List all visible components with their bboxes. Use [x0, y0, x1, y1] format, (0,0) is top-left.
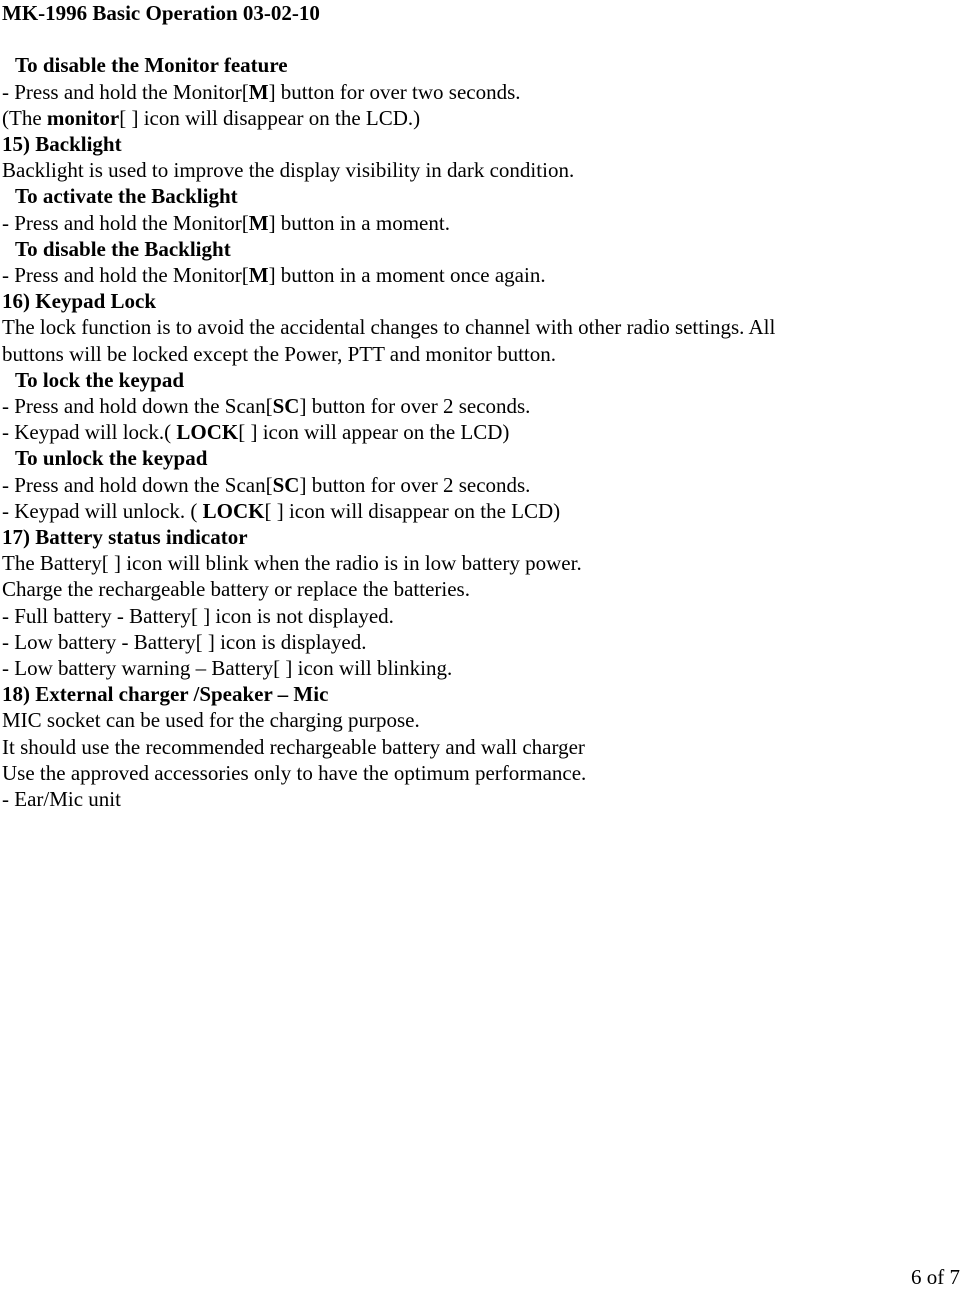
bold-text-run: LOCK [176, 420, 239, 445]
bold-text-run: LOCK [202, 498, 265, 523]
text-run: ] button for over 2 seconds. [299, 472, 531, 497]
bold-text-run: SC [272, 394, 300, 419]
text-run: - Press and hold down the Scan[ [2, 394, 273, 419]
text-run: Use the approved accessories only to have the optimum performance. [2, 760, 587, 785]
text-run: The lock function is to avoid the accidental changes to channel with other radio settings. All [2, 315, 776, 340]
text-run: Charge the rechargeable battery or replace the batteries. [2, 577, 470, 602]
document-body [2, 0, 943, 812]
text-run: - Press and hold the Monitor[ [2, 210, 249, 235]
bold-text-run: 17) Battery status indicator [2, 525, 248, 550]
bold-text-run: To activate the Backlight [15, 184, 238, 209]
text-line-body [2, 576, 943, 602]
text-line-heading [2, 524, 943, 550]
text-line-subheading [2, 367, 943, 393]
text-line-body [2, 707, 943, 733]
text-run: - Press and hold the Monitor[ [2, 263, 249, 288]
text-run: - Keypad will lock.( [2, 420, 177, 445]
text-run: Backlight is used to improve the display visibility in dark condition. [2, 158, 575, 183]
text-line-body [2, 393, 943, 419]
text-run: It should use the recommended rechargeable battery and wall charger [2, 734, 585, 759]
bold-text-run: To disable the Monitor feature [15, 53, 288, 78]
text-line-body [2, 498, 943, 524]
text-line-heading [2, 288, 943, 314]
text-line-body [2, 314, 943, 340]
text-line-body [2, 629, 943, 655]
text-line-body [2, 105, 943, 131]
text-run: [ ] icon will appear on the LCD) [238, 420, 510, 445]
text-run: ] button for over two seconds. [268, 79, 521, 104]
text-line-subheading [2, 236, 943, 262]
text-run: buttons will be locked except the Power, PTT and monitor button. [2, 341, 557, 366]
text-line-body [2, 341, 943, 367]
text-line-subheading [2, 445, 943, 471]
text-run: MIC socket can be used for the charging purpose. [2, 708, 420, 733]
bold-text-run: monitor [46, 105, 120, 130]
bold-text-run: To lock the keypad [15, 367, 185, 392]
bold-text-run: 16) Keypad Lock [2, 289, 157, 314]
page-number: 6 of 7 [911, 1264, 960, 1289]
bold-text-run: M [248, 210, 269, 235]
text-line-subheading [2, 183, 943, 209]
text-run: - Press and hold the Monitor[ [2, 79, 249, 104]
text-run: [ ] icon will disappear on the LCD.) [119, 105, 421, 130]
bold-text-run: To disable the Backlight [15, 236, 231, 261]
text-line-body [2, 550, 943, 576]
bold-text-run: SC [272, 472, 300, 497]
text-line-body [2, 760, 943, 786]
text-line-body [2, 157, 943, 183]
text-line-blank [2, 26, 943, 52]
bold-text-run: MK-1996 Basic Operation 03-02-10 [2, 1, 320, 25]
text-run: - Low battery - Battery[ ] icon is displayed. [2, 629, 367, 654]
text-run: [ ] icon will disappear on the LCD) [264, 498, 561, 523]
text-line-heading [2, 131, 943, 157]
text-line-body [2, 603, 943, 629]
text-line-body [2, 79, 943, 105]
bold-text-run: M [248, 263, 269, 288]
text-line-subheading [2, 52, 943, 78]
bold-text-run: 18) External charger /Speaker – Mic [2, 682, 329, 707]
text-run: - Full battery - Battery[ ] icon is not displayed. [2, 603, 394, 628]
text-run: The Battery[ ] icon will blink when the radio is in low battery power. [2, 551, 582, 576]
text-line-body [2, 419, 943, 445]
text-line-body [2, 472, 943, 498]
text-run: - Low battery warning – Battery[ ] icon will blinking. [2, 656, 453, 681]
text-line-body [2, 786, 943, 812]
text-run: (The [2, 105, 47, 130]
bold-text-run: 15) Backlight [2, 132, 122, 157]
text-line-title [2, 0, 943, 26]
text-line-body [2, 262, 943, 288]
text-run: ] button in a moment once again. [268, 263, 546, 288]
bold-text-run: M [248, 79, 269, 104]
text-run: ] button in a moment. [268, 210, 450, 235]
text-line-body [2, 734, 943, 760]
text-run: - Ear/Mic unit [2, 787, 121, 812]
text-run: ] button for over 2 seconds. [299, 394, 531, 419]
text-run: - Keypad will unlock. ( [2, 498, 203, 523]
text-line-heading [2, 681, 943, 707]
text-line-body [2, 210, 943, 236]
text-line-body [2, 655, 943, 681]
bold-text-run: To unlock the keypad [15, 446, 208, 471]
text-run: - Press and hold down the Scan[ [2, 472, 273, 497]
